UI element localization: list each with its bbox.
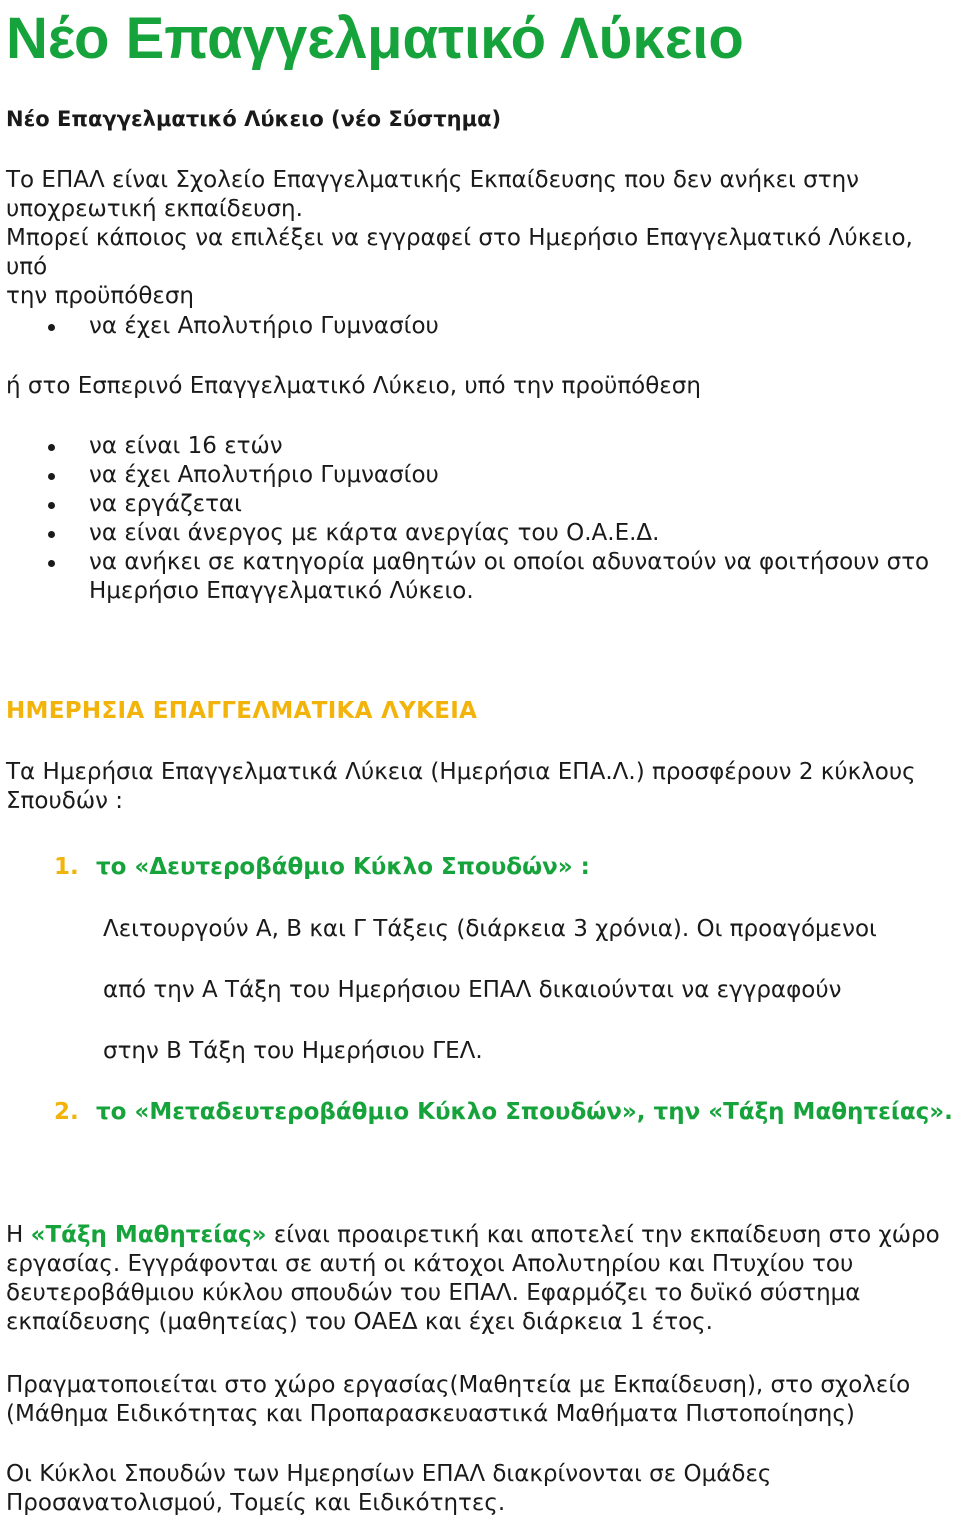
cycle-item-1 (54, 852, 954, 882)
apprenticeship-prefix: Η (6, 1222, 31, 1248)
page-subtitle: Νέο Επαγγελματικό Λύκειο (νέο Σύστημα) (6, 107, 502, 131)
cycle1-description-line: στην Β Τάξη του Ημερήσιου ΓΕΛ. (103, 1038, 483, 1064)
evening-conditions-list (0, 432, 950, 606)
list-item-continuation-text: Ημερήσιο Επαγγελματικό Λύκειο. (89, 578, 474, 604)
intro-line: την προϋπόθεση (6, 283, 194, 309)
intro-paragraph (6, 166, 954, 311)
intro-line: Μπορεί κάποιος να επιλέξει να εγγραφεί στο Ημερήσιο Επαγγελματικό Λύκειο, υπό (6, 225, 913, 280)
cycle-number: 1. (54, 854, 79, 880)
apprenticeship-line: δευτεροβάθμιου κύκλου σπουδών του ΕΠΑΛ. Εφαρμόζει το δυϊκό σύστημα (6, 1280, 861, 1306)
workplace-paragraph (6, 1371, 954, 1429)
intro-line: Το ΕΠΑΛ είναι Σχολείο Επαγγελματικής Εκπαίδευσης που δεν ανήκει στην (6, 167, 859, 193)
list-item: να έχει Απολυτήριο Γυμνασίου (0, 312, 950, 341)
list-item: να είναι 16 ετών (0, 432, 950, 461)
list-item: να είναι άνεργος με κάρτα ανεργίας του Ο.Α.Ε.Δ. (0, 519, 950, 548)
day-conditions-list (0, 312, 950, 341)
apprenticeship-rest: είναι προαιρετική και αποτελεί την εκπαίδευση στο χώρο (266, 1222, 940, 1248)
cycle-number: 2. (54, 1099, 79, 1125)
apprenticeship-line: εκπαίδευσης (μαθητείας) του ΟΑΕΔ και έχει διάρκεια 1 έτος. (6, 1309, 713, 1335)
section-intro-line: Σπουδών : (6, 788, 123, 814)
section-intro-line: Τα Ημερήσια Επαγγελματικά Λύκεια (Ημερήσια ΕΠΑ.Λ.) προσφέρουν 2 κύκλους (6, 759, 916, 785)
evening-intro: ή στο Εσπερινό Επαγγελματικό Λύκειο, υπό την προϋπόθεση (6, 373, 701, 399)
closing-paragraph (6, 1460, 954, 1518)
apprenticeship-paragraph (6, 1221, 954, 1337)
cycle1-description-line: από την Α Τάξη του Ημερήσιου ΕΠΑΛ δικαιούνται να εγγραφούν (103, 977, 842, 1003)
cycle1-description-line: Λειτουργούν Α, Β και Γ Τάξεις (διάρκεια 3 χρόνια). Οι προαγόμενοι (103, 916, 877, 942)
cycle-item-2 (54, 1097, 954, 1127)
closing-line: Οι Κύκλοι Σπουδών των Ημερησίων ΕΠΑΛ διακρίνονται σε Ομάδες (6, 1461, 772, 1487)
workplace-line: (Μάθημα Ειδικότητας και Προπαρασκευαστικά Μαθήματα Πιστοποίησης) (6, 1401, 855, 1427)
apprenticeship-line (6, 1221, 954, 1250)
list-item-continuation (0, 577, 950, 606)
page-title: Νέο Επαγγελματικό Λύκειο (6, 6, 744, 71)
section-heading: ΗΜΕΡΗΣΙΑ ΕΠΑΓΓΕΛΜΑΤΙΚΑ ΛΥΚΕΙΑ (6, 698, 478, 724)
intro-line: υποχρεωτική εκπαίδευση. (6, 196, 303, 222)
cycle-title: το «Δευτεροβάθμιο Κύκλο Σπουδών» : (96, 854, 590, 880)
closing-line: Προσανατολισμού, Τομείς και Ειδικότητες. (6, 1490, 506, 1516)
list-item: να ανήκει σε κατηγορία μαθητών οι οποίοι αδυνατούν να φοιτήσουν στο (0, 548, 950, 577)
apprenticeship-line: εργασίας. Εγγράφονται σε αυτή οι κάτοχοι Απολυτηρίου και Πτυχίου του (6, 1251, 854, 1277)
list-item: να εργάζεται (0, 490, 950, 519)
cycle-title: το «Μεταδευτεροβάθμιο Κύκλο Σπουδών», την «Τάξη Μαθητείας». (96, 1099, 953, 1125)
workplace-line: Πραγματοποιείται στο χώρο εργασίας(Μαθητεία με Εκπαίδευση), στο σχολείο (6, 1372, 911, 1398)
section-intro (6, 758, 954, 816)
list-item: να έχει Απολυτήριο Γυμνασίου (0, 461, 950, 490)
apprenticeship-term: «Τάξη Μαθητείας» (30, 1222, 267, 1248)
